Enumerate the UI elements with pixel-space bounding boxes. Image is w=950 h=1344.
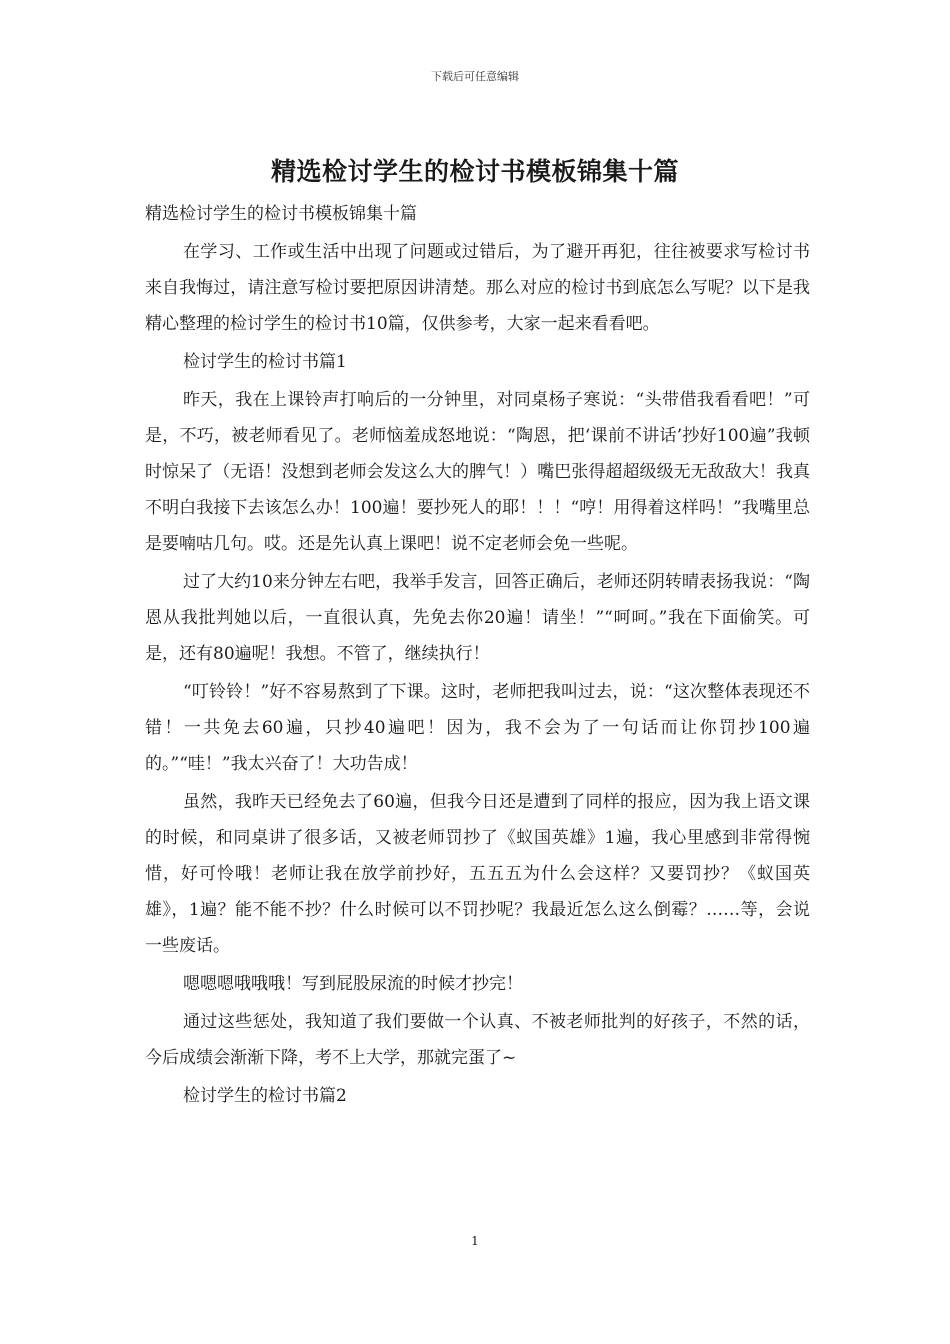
document-subtitle: 精选检讨学生的检讨书模板锦集十篇 xyxy=(145,204,417,224)
document-body xyxy=(145,196,810,1116)
intro-paragraph: 在学习、工作或生活中出现了问题或过错后，为了避开再犯，往往被要求写检讨书来自我悔过，请注意写检讨要把原因讲清楚。那么对应的检讨书到底怎么写呢？以下是我精心整理的检讨学生的检讨书10篇，仅供参考，大家一起来看看吧。 xyxy=(145,242,810,334)
document-title: 精选检讨学生的检讨书模板锦集十篇 xyxy=(270,157,679,186)
page-number: 1 xyxy=(471,1234,479,1248)
paragraph: 过了大约10来分钟左右吧，我举手发言，回答正确后，老师还阴转晴表扬我说：“陶恩从我批判她以后，一直很认真，先免去你20遍！请坐！”“呵呵。”我在下面偷笑。可是，还有80遍呢！我想。不管了，继续执行！ xyxy=(145,572,810,664)
paragraph: 通过这些惩处，我知道了我们要做一个认真、不被老师批判的好孩子，不然的话，今后成绩会渐渐下降，考不上大学，那就完蛋了~ xyxy=(145,1012,810,1068)
paragraph: “叮铃铃！”好不容易熬到了下课。这时，老师把我叫过去，说：“这次整体表现还不错！一共免去60遍，只抄40遍吧！因为，我不会为了一句话而让你罚抄100遍的。”“哇！”我太兴奋了！大功告成！ xyxy=(145,682,810,774)
header-note: 下载后可任意编辑 xyxy=(431,70,519,83)
paragraph: 昨天，我在上课铃声打响后的一分钟里，对同桌杨子寒说：“头带借我看看吧！”可是，不巧，被老师看见了。老师恼羞成怒地说：“陶恩，把‘课前不讲话’抄好100遍”我顿时惊呆了（无语！没想到老师会发这么大的脾气！）嘴巴张得超超级级无无敌敌大！我真不明白我接下去该怎么办！100遍！要抄死人的耶！！！“哼！用得着这样吗！”我嘴里总是要喃咕几句。哎。还是先认真上课吧！说不定老师会免一些呢。 xyxy=(145,390,810,554)
section-heading-1: 检讨学生的检讨书篇1 xyxy=(183,352,347,372)
section-heading-2: 检讨学生的检讨书篇2 xyxy=(183,1086,347,1106)
paragraph: 嗯嗯嗯哦哦哦！写到屁股尿流的时候才抄完！ xyxy=(183,974,523,994)
paragraph: 虽然，我昨天已经免去了60遍，但我今日还是遭到了同样的报应，因为我上语文课的时候，和同桌讲了很多话，又被老师罚抄了《蚁国英雄》1遍，我心里感到非常得惋惜，好可怜哦！老师让我在放学前抄好，五五五为什么会这样？又要罚抄？《蚁国英雄》，1遍？能不能不抄？什么时候可以不罚抄呢？我最近怎么这么倒霉？……等，会说一些废话。 xyxy=(145,792,810,956)
